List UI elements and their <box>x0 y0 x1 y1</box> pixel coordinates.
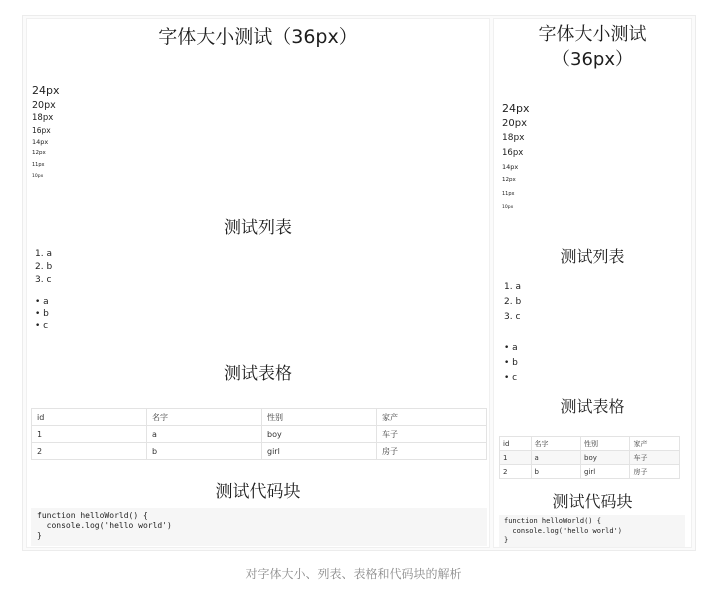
table-row <box>500 465 680 479</box>
list-item: • a <box>35 297 49 307</box>
table-cell: 1 <box>32 426 147 443</box>
code-line: console.log('hello world') <box>37 521 172 530</box>
table-cell: 1 <box>500 451 532 465</box>
table-cell: 家产 <box>630 437 680 451</box>
code-line: console.log('hello world') <box>504 526 623 535</box>
font-size-sample: 10px <box>32 174 44 179</box>
table-cell: id <box>500 437 532 451</box>
table-cell: girl <box>581 465 630 479</box>
table-cell: boy <box>262 426 377 443</box>
table-cell: id <box>32 409 147 426</box>
list-item: • a <box>504 343 518 353</box>
desktop-preview-panel <box>26 18 490 548</box>
table-header-row <box>500 437 680 451</box>
font-size-sample: 14px <box>502 163 519 171</box>
font-size-sample: 12px <box>32 150 46 156</box>
table-cell: girl <box>262 443 377 460</box>
list-item: 1. a <box>504 282 521 292</box>
screenshot-frame <box>22 15 696 551</box>
table-cell: 车子 <box>377 426 487 443</box>
code-line: function helloWorld() { <box>504 517 601 525</box>
code-heading: 测试代码块 <box>215 482 301 502</box>
table-cell: a <box>147 426 262 443</box>
table-row <box>32 426 487 443</box>
ordered-list <box>504 283 521 328</box>
page-title: 字体大小测试（36px） <box>158 26 358 48</box>
list-item: 3. c <box>504 312 521 322</box>
list-item: • b <box>35 309 49 319</box>
table-header-row <box>32 409 487 426</box>
font-size-sample: 11px <box>32 162 45 168</box>
list-item: • c <box>35 321 49 331</box>
list-item: 1. a <box>35 249 52 259</box>
table-cell: boy <box>581 451 630 465</box>
table-heading: 测试表格 <box>224 364 292 384</box>
code-block <box>31 508 487 546</box>
list-item: 2. b <box>504 297 522 307</box>
table-cell: b <box>147 443 262 460</box>
table-cell: b <box>531 465 580 479</box>
font-size-sample: 20px <box>502 118 527 129</box>
list-heading: 测试列表 <box>224 218 292 238</box>
table-cell: 2 <box>32 443 147 460</box>
code-line: function helloWorld() { <box>37 511 148 520</box>
list-item: 2. b <box>35 262 53 272</box>
table-cell: 房子 <box>377 443 487 460</box>
font-size-sample: 24px <box>32 84 60 97</box>
font-size-sample: 12px <box>502 177 516 183</box>
list-item: 3. c <box>35 275 52 285</box>
table-cell: 性别 <box>262 409 377 426</box>
table-cell: 性别 <box>581 437 630 451</box>
table-cell: 家产 <box>377 409 487 426</box>
unordered-list <box>504 344 518 389</box>
font-size-sample: 24px <box>502 102 530 115</box>
data-table <box>499 436 680 479</box>
mobile-preview-panel <box>493 18 692 548</box>
font-size-sample: 11px <box>502 191 515 197</box>
table-heading: 测试表格 <box>560 397 625 416</box>
table-cell: 名字 <box>147 409 262 426</box>
font-size-sample: 18px <box>502 133 525 143</box>
list-heading: 测试列表 <box>560 247 625 266</box>
font-size-sample: 10px <box>502 205 514 210</box>
font-size-sample: 20px <box>32 100 56 111</box>
page-title: 字体大小测试 （36px） <box>538 24 647 70</box>
code-block <box>499 515 685 548</box>
table-row <box>500 451 680 465</box>
table-cell: 车子 <box>630 451 680 465</box>
font-size-sample: 16px <box>502 148 524 158</box>
font-size-samples <box>32 85 60 187</box>
unordered-list <box>35 298 49 334</box>
code-heading: 测试代码块 <box>552 492 633 511</box>
table-cell: 名字 <box>531 437 580 451</box>
font-size-sample: 18px <box>32 113 54 123</box>
table-cell: a <box>531 451 580 465</box>
table-cell: 2 <box>500 465 532 479</box>
code-line: } <box>37 531 42 540</box>
code-line: } <box>504 536 509 544</box>
list-item: • b <box>504 358 518 368</box>
table-cell: 房子 <box>630 465 680 479</box>
table-row <box>32 443 487 460</box>
font-size-samples <box>502 103 530 220</box>
data-table <box>31 408 487 460</box>
list-item: • c <box>504 373 518 383</box>
ordered-list <box>35 250 52 289</box>
image-caption: 对字体大小、列表、表格和代码块的解析 <box>245 567 462 581</box>
font-size-sample: 16px <box>32 126 51 135</box>
font-size-sample: 14px <box>32 138 49 146</box>
